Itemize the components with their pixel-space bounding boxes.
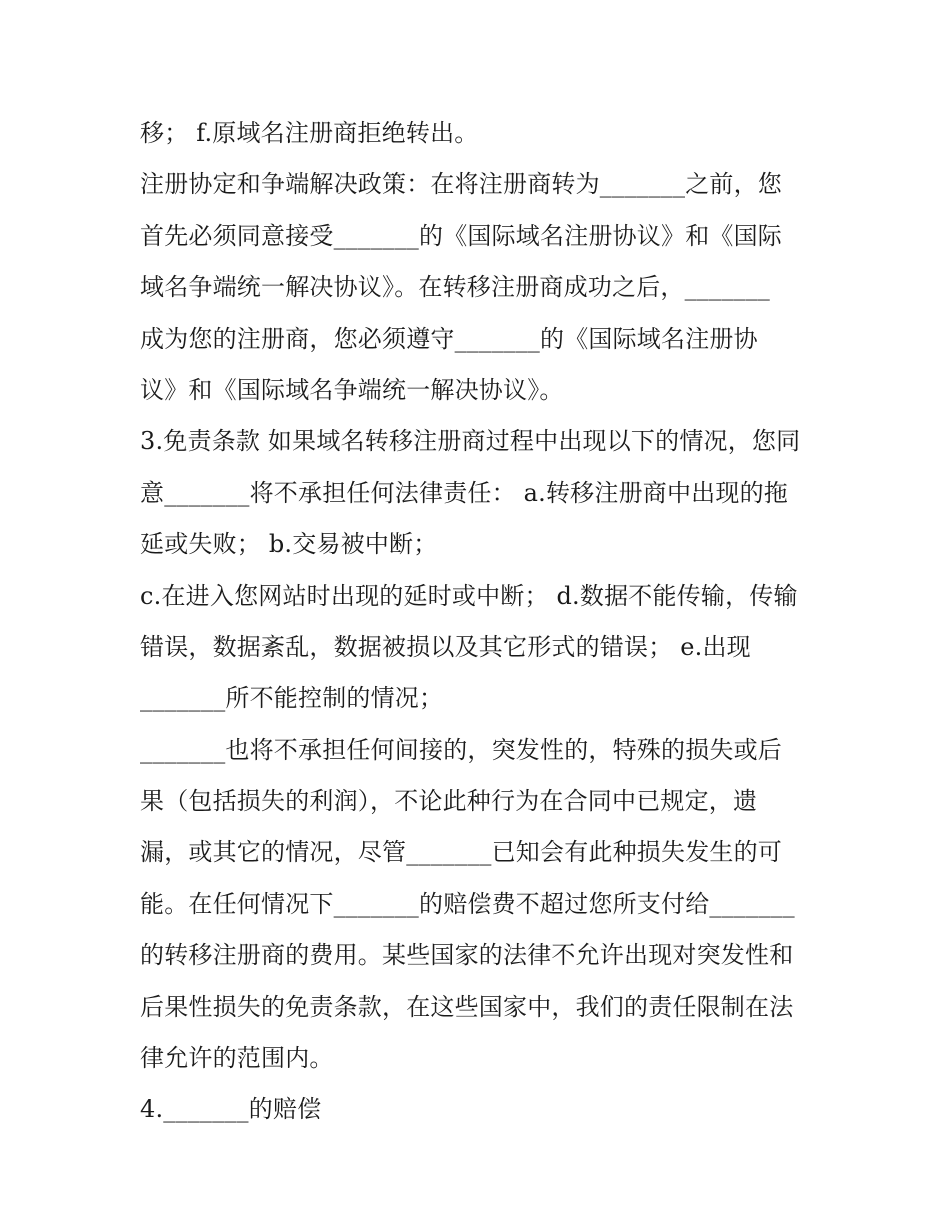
text-line: 域名争端统一解决协议》。在转移注册商成功之后，_______ (140, 273, 770, 302)
text-line: _______所不能控制的情况； (140, 684, 444, 713)
text-line: 成为您的注册商，您必须遵守_______的《国际域名注册协 (140, 324, 758, 353)
text-line: 意_______将不承担任何法律责任： a.转移注册商中出现的拖 (140, 478, 788, 507)
text-line: 后果性损失的免责条款，在这些国家中，我们的责任限制在法 (140, 992, 794, 1021)
text-line: 议》和《国际域名争端统一解决协议》。 (140, 375, 564, 404)
text-line: _______也将不承担任何间接的，突发性的，特殊的损失或后 (140, 735, 782, 764)
text-line: 首先必须同意接受_______的《国际域名注册协议》和《国际 (140, 221, 782, 250)
document-body (140, 108, 820, 1136)
section-4-heading: 4._______的赔偿 (140, 1095, 322, 1124)
section-3-heading-line: 3.免责条款 如果域名转移注册商过程中出现以下的情况，您同 (140, 427, 801, 456)
text-line: c.在进入您网站时出现的延时或中断； d.数据不能传输，传输 (140, 581, 798, 610)
text-line: 延或失败； b.交易被中断； (140, 530, 438, 559)
text-line: 移； f.原域名注册商拒绝转出。 (140, 119, 479, 147)
text-line: 律允许的范围内。 (140, 1044, 334, 1073)
text-line: 果（包括损失的利润），不论此种行为在合同中已规定，遗 (140, 787, 758, 816)
text-line: 的转移注册商的费用。某些国家的法律不允许出现对突发性和 (140, 941, 794, 970)
text-line: 漏，或其它的情况，尽管_______已知会有此种损失发生的可 (140, 838, 782, 867)
text-line: 能。在任何情况下_______的赔偿费不超过您所支付给_______ (140, 889, 795, 918)
text-line: 错误，数据紊乱，数据被损以及其它形式的错误； e.出现 (140, 632, 751, 661)
text-line: 注册协定和争端解决政策：在将注册商转为_______之前，您 (140, 170, 782, 199)
